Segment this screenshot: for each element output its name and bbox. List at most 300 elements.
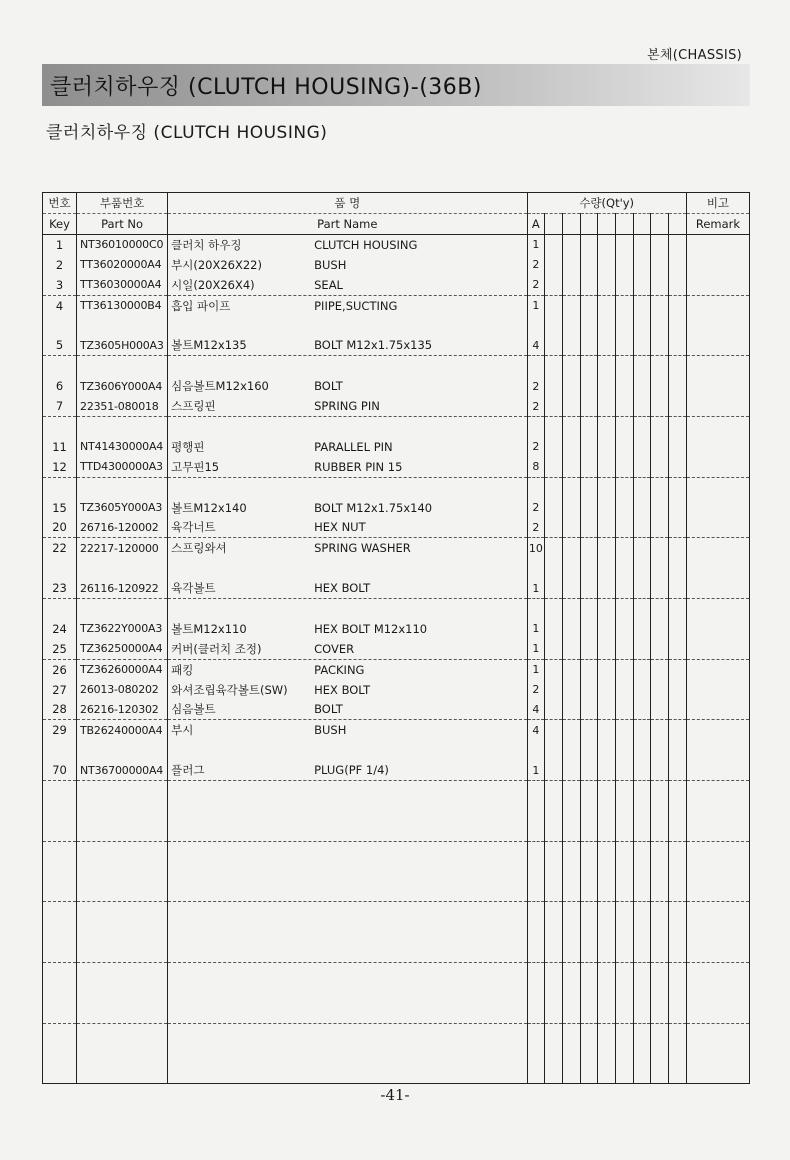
qty-cell — [580, 356, 598, 376]
qty-cell — [562, 983, 580, 1003]
part-name-en: BUSH — [314, 723, 347, 738]
qty-cell — [616, 1044, 634, 1064]
qty-cell — [562, 862, 580, 882]
qty-cell — [562, 760, 580, 780]
qty-cell-a — [527, 558, 545, 578]
page-number: -41- — [380, 1086, 410, 1104]
qty-cell — [598, 983, 616, 1003]
qty-cell — [598, 538, 616, 558]
qty-cell — [598, 396, 616, 416]
qty-cell-a — [527, 983, 545, 1003]
qty-cell — [669, 821, 687, 841]
table-row — [43, 639, 750, 659]
qty-cell — [669, 578, 687, 598]
qty-cell — [669, 335, 687, 355]
qty-cell — [545, 275, 563, 295]
key-cell — [43, 781, 77, 801]
qty-cell — [598, 942, 616, 962]
part-name-cell — [168, 255, 527, 275]
table-row — [43, 862, 750, 882]
qty-cell — [651, 335, 669, 355]
qty-cell — [633, 255, 651, 275]
part-name-ko: 육각너트 — [171, 520, 216, 535]
qty-cell — [633, 619, 651, 639]
qty-cell — [580, 599, 598, 619]
qty-cell — [616, 659, 634, 679]
qty-cell — [580, 457, 598, 477]
qty-cell — [633, 599, 651, 619]
qty-cell — [598, 882, 616, 902]
qty-cell — [598, 1064, 616, 1084]
qty-cell-a — [527, 882, 545, 902]
qty-cell — [598, 619, 616, 639]
qty-cell — [562, 740, 580, 760]
part-name-cell — [168, 275, 527, 295]
part-name-en: PARALLEL PIN — [314, 439, 393, 454]
qty-cell — [562, 922, 580, 942]
key-cell: 4 — [43, 295, 77, 315]
qty-cell-a — [527, 1003, 545, 1023]
remark-cell — [686, 821, 749, 841]
remark-cell — [686, 498, 749, 518]
part-name-cell — [168, 942, 527, 962]
qty-cell — [545, 295, 563, 315]
page-subtitle: 클러치하우징 (CLUTCH HOUSING) — [46, 123, 328, 143]
table-row — [43, 821, 750, 841]
qty-cell — [633, 760, 651, 780]
key-cell: 27 — [43, 680, 77, 700]
page-title: 클러치하우징 (CLUTCH HOUSING)-(36B) — [50, 75, 482, 100]
part-name-cell — [168, 457, 527, 477]
qty-cell — [562, 680, 580, 700]
qty-cell — [580, 1023, 598, 1043]
qty-cell — [633, 275, 651, 295]
key-cell — [43, 740, 77, 760]
part-number-cell — [77, 740, 168, 760]
remark-cell — [686, 760, 749, 780]
name-header-ko: 품 명 — [168, 193, 527, 214]
qty-cell-a: 1 — [527, 619, 545, 639]
qty-cell — [562, 316, 580, 336]
qty-cell — [545, 235, 563, 255]
qty-cell — [669, 963, 687, 983]
qty-cell — [633, 983, 651, 1003]
qty-cell — [598, 1023, 616, 1043]
remark-cell — [686, 841, 749, 861]
qty-cell — [580, 335, 598, 355]
qty-cell-a: 10 — [527, 538, 545, 558]
qty-cell — [651, 477, 669, 497]
remark-cell — [686, 781, 749, 801]
qty-cell — [616, 801, 634, 821]
qty-cell-a: 1 — [527, 659, 545, 679]
qty-cell — [616, 619, 634, 639]
part-number-cell: NT36700000A4 — [77, 760, 168, 780]
qty-cell — [616, 680, 634, 700]
qty-cell — [616, 517, 634, 537]
qty-cell — [669, 942, 687, 962]
part-number-cell: TT36020000A4 — [77, 255, 168, 275]
remark-cell — [686, 902, 749, 922]
qty-cell-a — [527, 740, 545, 760]
part-name-ko: 부시(20X26X22) — [171, 257, 262, 272]
qty-cell — [633, 558, 651, 578]
remark-cell — [686, 396, 749, 416]
parts-table-body — [43, 235, 750, 1084]
qty-cell — [651, 1044, 669, 1064]
remark-cell — [686, 1044, 749, 1064]
qty-cell-a: 2 — [527, 498, 545, 518]
qty-cell — [598, 255, 616, 275]
qty-cell — [651, 498, 669, 518]
key-cell: 6 — [43, 376, 77, 396]
qty-cell — [598, 862, 616, 882]
qty-cell — [580, 639, 598, 659]
part-name-cell — [168, 417, 527, 437]
key-cell: 23 — [43, 578, 77, 598]
qty-cell — [616, 1023, 634, 1043]
qty-cell — [669, 1023, 687, 1043]
qty-cell-a — [527, 963, 545, 983]
qty-cell-a: 2 — [527, 396, 545, 416]
qty-cell — [651, 517, 669, 537]
qty-cell — [633, 335, 651, 355]
qty-cell — [669, 680, 687, 700]
qty-cell — [633, 417, 651, 437]
part-number-cell — [77, 781, 168, 801]
qty-cell-a: 2 — [527, 376, 545, 396]
remark-cell — [686, 538, 749, 558]
qty-cell — [580, 801, 598, 821]
qty-cell — [562, 1023, 580, 1043]
qty-cell — [598, 356, 616, 376]
qty-cell — [669, 659, 687, 679]
qty-cell — [598, 1003, 616, 1023]
table-row — [43, 255, 750, 275]
part-number-cell — [77, 356, 168, 376]
qty-cell-a — [527, 477, 545, 497]
qty-cell — [633, 942, 651, 962]
key-cell — [43, 801, 77, 821]
remark-cell — [686, 862, 749, 882]
remark-cell — [686, 517, 749, 537]
qty-cell — [669, 1003, 687, 1023]
section-label: 본체(CHASSIS) — [647, 48, 742, 63]
table-row — [43, 699, 750, 719]
remark-cell — [686, 942, 749, 962]
qty-cell — [651, 376, 669, 396]
remark-header-en: Remark — [686, 214, 749, 235]
part-name-en: BOLT — [314, 379, 343, 394]
qty-cell — [562, 699, 580, 719]
qty-cell — [562, 720, 580, 740]
part-number-cell — [77, 922, 168, 942]
qty-cell — [616, 578, 634, 598]
qty-cell — [545, 619, 563, 639]
qty-cell — [598, 376, 616, 396]
part-number-cell — [77, 942, 168, 962]
part-name-en: BUSH — [314, 257, 347, 272]
table-row — [43, 538, 750, 558]
qty-cell — [580, 235, 598, 255]
qty-cell — [562, 599, 580, 619]
part-name-cell — [168, 558, 527, 578]
qty-cell — [651, 963, 669, 983]
qty-cell — [616, 376, 634, 396]
remark-cell — [686, 599, 749, 619]
part-name-ko: 육각볼트 — [171, 581, 216, 596]
part-number-cell: 26013-080202 — [77, 680, 168, 700]
part-number-cell: TZ3622Y000A3 — [77, 619, 168, 639]
qty-cell — [545, 1064, 563, 1084]
qty-cell — [580, 619, 598, 639]
qty-cell — [598, 477, 616, 497]
qty-cell — [580, 255, 598, 275]
qty-cell — [598, 295, 616, 315]
qty-cell — [598, 760, 616, 780]
key-cell: 7 — [43, 396, 77, 416]
part-name-ko: 흡입 파이프 — [171, 298, 231, 313]
remark-cell — [686, 1064, 749, 1084]
qty-cell — [669, 619, 687, 639]
part-name-cell — [168, 659, 527, 679]
qty-cell — [616, 477, 634, 497]
qty-cell — [651, 619, 669, 639]
qty-cell — [598, 781, 616, 801]
part-name-cell — [168, 1023, 527, 1043]
qty-cell — [616, 498, 634, 518]
qty-cell — [580, 963, 598, 983]
qty-cell — [545, 639, 563, 659]
part-number-cell — [77, 963, 168, 983]
qty-cell — [651, 983, 669, 1003]
qty-cell — [562, 1003, 580, 1023]
table-row — [43, 417, 750, 437]
qty-cell — [545, 862, 563, 882]
qty-cell — [633, 376, 651, 396]
qty-cell — [580, 821, 598, 841]
qty-cell — [669, 781, 687, 801]
part-number-cell: TZ36250000A4 — [77, 639, 168, 659]
qty-cell — [598, 720, 616, 740]
qty-cell — [633, 680, 651, 700]
qty-cell — [545, 437, 563, 457]
part-number-cell — [77, 902, 168, 922]
part-name-cell — [168, 963, 527, 983]
qty-cell-a — [527, 821, 545, 841]
table-row — [43, 437, 750, 457]
qty-cell — [580, 417, 598, 437]
table-row — [43, 902, 750, 922]
qty-cell — [545, 942, 563, 962]
qty-cell — [545, 316, 563, 336]
qty-cell — [651, 437, 669, 457]
qty-cell — [562, 1044, 580, 1064]
qty-cell — [562, 558, 580, 578]
table-row — [43, 740, 750, 760]
qty-cell — [633, 517, 651, 537]
part-name-cell — [168, 335, 527, 355]
table-row — [43, 922, 750, 942]
qty-cell — [651, 659, 669, 679]
qty-cell — [633, 295, 651, 315]
key-cell — [43, 983, 77, 1003]
qty-cell — [598, 963, 616, 983]
qty-cell — [545, 599, 563, 619]
key-cell — [43, 558, 77, 578]
remark-cell — [686, 235, 749, 255]
qty-cell-a — [527, 417, 545, 437]
part-name-ko: 볼트M12x140 — [171, 500, 247, 515]
part-number-cell — [77, 1064, 168, 1084]
key-cell: 3 — [43, 275, 77, 295]
qty-cell — [669, 1044, 687, 1064]
remark-cell — [686, 983, 749, 1003]
qty-cell — [545, 801, 563, 821]
key-cell — [43, 942, 77, 962]
qty-cell — [545, 983, 563, 1003]
qty-cell — [616, 538, 634, 558]
part-name-en: HEX BOLT M12x110 — [314, 621, 428, 636]
part-name-cell — [168, 821, 527, 841]
qty-cell — [580, 578, 598, 598]
qty-cell — [580, 376, 598, 396]
part-name-ko: 스프링핀 — [171, 399, 216, 414]
qty-cell — [651, 740, 669, 760]
table-row — [43, 477, 750, 497]
part-number-cell — [77, 983, 168, 1003]
qty-cell — [633, 437, 651, 457]
qty-cell — [580, 498, 598, 518]
key-cell — [43, 882, 77, 902]
part-name-en: SPRING WASHER — [314, 541, 411, 556]
qty-cell — [651, 821, 669, 841]
remark-cell — [686, 639, 749, 659]
qty-cell — [545, 680, 563, 700]
qty-cell — [651, 781, 669, 801]
qty-cell-a — [527, 841, 545, 861]
qty-cell — [669, 255, 687, 275]
remark-cell — [686, 335, 749, 355]
qty-cell — [616, 760, 634, 780]
qty-cell — [651, 922, 669, 942]
qty-cell — [633, 963, 651, 983]
qty-cell — [669, 699, 687, 719]
qty-cell — [651, 862, 669, 882]
qty-cell — [598, 902, 616, 922]
part-name-ko: 커버(클러치 조정) — [171, 641, 262, 656]
qty-cell — [651, 942, 669, 962]
qty-cell-a — [527, 1044, 545, 1064]
table-row — [43, 801, 750, 821]
part-number-cell — [77, 821, 168, 841]
qty-cell — [633, 659, 651, 679]
qty-cell — [651, 295, 669, 315]
qty-cell — [669, 740, 687, 760]
table-row — [43, 275, 750, 295]
key-cell — [43, 477, 77, 497]
qty-cell — [616, 963, 634, 983]
qty-cell — [616, 356, 634, 376]
qty-cell — [651, 396, 669, 416]
key-cell — [43, 1023, 77, 1043]
part-name-ko: 고무핀15 — [171, 459, 220, 474]
qty-cell — [545, 760, 563, 780]
part-number-cell — [77, 882, 168, 902]
part-number-cell: TB26240000A4 — [77, 720, 168, 740]
key-cell: 70 — [43, 760, 77, 780]
key-cell — [43, 963, 77, 983]
qty-cell-a: 1 — [527, 295, 545, 315]
part-name-ko: 볼트M12x135 — [171, 338, 247, 353]
part-name-en: HEX NUT — [314, 520, 366, 535]
part-name-en: HEX BOLT — [314, 682, 371, 697]
part-name-cell — [168, 396, 527, 416]
key-cell: 1 — [43, 235, 77, 255]
part-name-cell — [168, 498, 527, 518]
part-name-ko: 스프링와셔 — [171, 541, 227, 556]
qty-cell — [598, 1044, 616, 1064]
part-name-ko: 플러그 — [171, 763, 205, 778]
part-number-cell — [77, 1023, 168, 1043]
qty-cell-a — [527, 781, 545, 801]
part-number-cell — [77, 599, 168, 619]
qty-cell — [669, 720, 687, 740]
qty-cell — [616, 1064, 634, 1084]
part-name-cell — [168, 720, 527, 740]
part-name-cell — [168, 295, 527, 315]
qty-cell — [633, 882, 651, 902]
qty-cell — [669, 862, 687, 882]
qty-cell — [616, 599, 634, 619]
qty-cell — [669, 517, 687, 537]
qty-cell — [545, 396, 563, 416]
qty-cell-a: 4 — [527, 720, 545, 740]
key-cell: 26 — [43, 659, 77, 679]
part-number-cell: TZ36260000A4 — [77, 659, 168, 679]
qty-cell — [562, 295, 580, 315]
key-cell: 11 — [43, 437, 77, 457]
table-row — [43, 517, 750, 537]
qty-cell — [562, 801, 580, 821]
part-name-cell — [168, 1044, 527, 1064]
qty-cell — [598, 841, 616, 861]
part-number-cell: TTD4300000A3 — [77, 457, 168, 477]
qty-cell — [545, 517, 563, 537]
qty-cell — [651, 457, 669, 477]
qty-cell — [598, 821, 616, 841]
key-cell — [43, 1003, 77, 1023]
qty-cell — [669, 235, 687, 255]
remark-cell — [686, 437, 749, 457]
qty-cell — [651, 760, 669, 780]
qty-cell — [562, 942, 580, 962]
part-name-cell — [168, 477, 527, 497]
qty-cell — [545, 578, 563, 598]
qty-cell — [669, 316, 687, 336]
qty-cell — [562, 477, 580, 497]
remark-cell — [686, 740, 749, 760]
qty-cell — [545, 699, 563, 719]
part-number-cell: NT41430000A4 — [77, 437, 168, 457]
qty-cell — [562, 396, 580, 416]
qty-cell — [633, 578, 651, 598]
qty-col-a-header: A — [527, 214, 545, 235]
part-name-en: SPRING PIN — [314, 399, 380, 414]
qty-cell — [580, 437, 598, 457]
qty-cell — [616, 781, 634, 801]
qty-cell — [598, 235, 616, 255]
